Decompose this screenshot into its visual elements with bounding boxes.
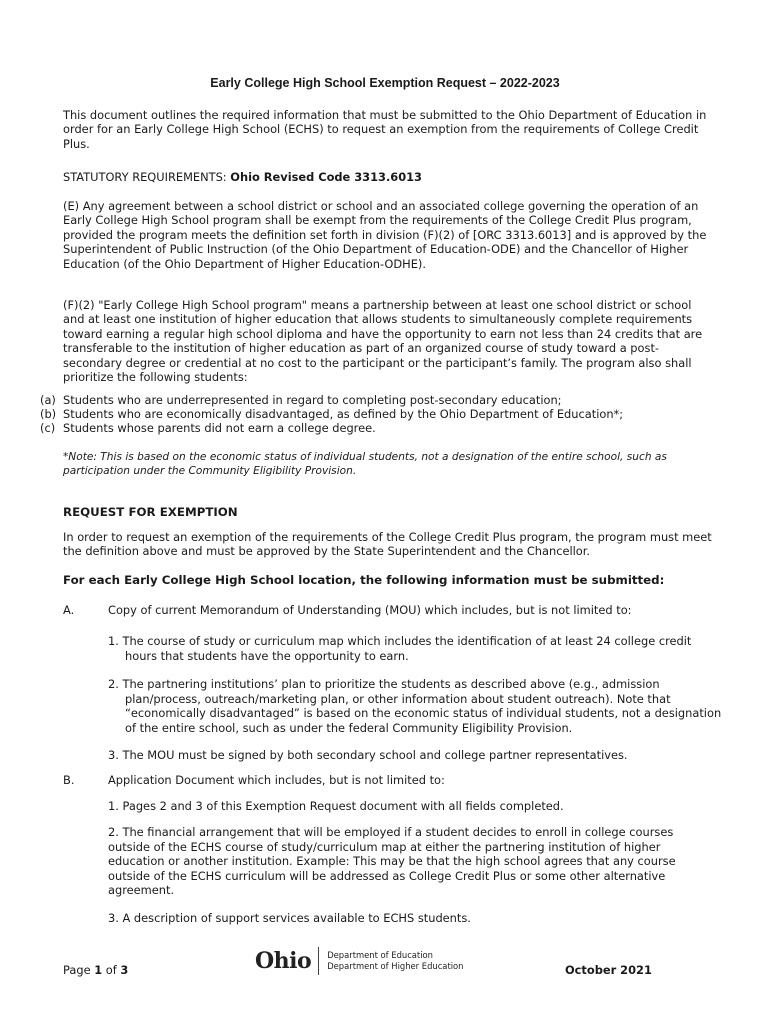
section-b-item: 3. A description of support services available to ECHS students. [108, 911, 471, 925]
logo-department-names [327, 950, 463, 972]
request-paragraph: In order to request an exemption of the requirements of the College Credit Plus program, the program must meet the definition above and must be approved by the State Superintendent and the Chancellor. [63, 530, 712, 559]
section-a-item: 2. The partnering institutions’ plan to prioritize the students as described above (e.g., admission plan/process, outreach/marketing plan, or other information about student outreach). Note that “economically disadvantaged” is based on the economic status of individual students, not a designation of the entire school, such as under the federal Community Eligibility Provision. [108, 677, 722, 735]
logo-line-higher-education: Department of Higher Education [327, 961, 464, 971]
section-a-text: Copy of current Memorandum of Understanding (MOU) which includes, but is not limited to: [108, 603, 632, 617]
economic-status-note: *Note: This is based on the economic status of individual students, not a designation of the entire school, such as participation under the Community Eligibility Provision. [63, 451, 667, 477]
section-a-letter: A. [63, 603, 75, 617]
logo-line-education: Department of Education [327, 950, 433, 960]
request-heading: REQUEST FOR EXEMPTION [63, 505, 238, 519]
student-item-text: Students who are economically disadvantaged, as defined by the Ohio Department of Education*; [63, 407, 624, 421]
paragraph-f2: (F)(2) "Early College High School program" means a partnership between at least one school district or school and at least one institution of higher education that allows students to simultaneously complete requirements toward earning a regular high school diploma and have the opportunity to earn not less than 24 credits that are transferable to the institution of higher education as part of an organized course of study toward a post-secondary degree or credential at no cost to the participant or the participant’s family. The program also shall prioritize the following students: [63, 298, 703, 385]
section-b-item: 2. The financial arrangement that will be employed if a student decides to enroll in college courses outside of the ECHS course of study/curriculum map at either the partnering institution of higher education or another institution. Example: This may be that the high school agrees that any course outside of the ECHS curriculum will be addressed as College Credit Plus or some other alternative agreement. [108, 825, 676, 898]
student-item-text: Students who are underrepresented in regard to completing post-secondary education; [63, 393, 562, 407]
student-item-letter: (a) [40, 393, 56, 407]
footer-date: October 2021 [565, 963, 652, 977]
section-b-item: 1. Pages 2 and 3 of this Exemption Request document with all fields completed. [108, 799, 564, 813]
intro-paragraph: This document outlines the required information that must be submitted to the Ohio Department of Education in order for an Early College High School (ECHS) to request an exemption from the requirements of College Credit Plus. [63, 108, 707, 151]
page-of: of [102, 963, 121, 977]
page-prefix: Page [63, 963, 95, 977]
statutory-code: Ohio Revised Code 3313.6013 [230, 170, 422, 184]
ohio-logo-word: Ohio [255, 948, 312, 974]
section-a-item: 3. The MOU must be signed by both secondary school and college partner representatives. [108, 748, 628, 762]
location-heading: For each Early College High School location, the following information must be submitted: [63, 573, 665, 587]
section-a-item: 1. The course of study or curriculum map which includes the identification of at least 24 college credit hours that students have the opportunity to earn. [108, 634, 692, 663]
paragraph-e: (E) Any agreement between a school district or school and an associated college governing the operation of an Early College High School program shall be exempt from the requirements of the College Credit Plus program, provided the program meets the definition set forth in division (F)(2) of [ORC 3313.6013] and is approved by the Superintendent of Public Instruction (of the Ohio Department of Education-ODE) and the Chancellor of Higher Education (of the Ohio Department of Higher Education-ODHE). [63, 199, 707, 271]
student-item-letter: (b) [40, 407, 57, 421]
page-number [63, 963, 128, 977]
page-current: 1 [94, 963, 103, 977]
document-title: Early College High School Exemption Request – 2022-2023 [210, 76, 560, 90]
logo-divider [318, 947, 319, 975]
ohio-logo [255, 945, 463, 977]
student-item-text: Students whose parents did not earn a college degree. [63, 421, 376, 435]
statutory-label: STATUTORY REQUIREMENTS: [63, 170, 231, 184]
statutory-requirements-line [63, 170, 713, 184]
section-b-letter: B. [63, 773, 75, 787]
page-total: 3 [120, 963, 129, 977]
student-item-letter: (c) [40, 421, 56, 435]
section-b-text: Application Document which includes, but is not limited to: [108, 773, 445, 787]
